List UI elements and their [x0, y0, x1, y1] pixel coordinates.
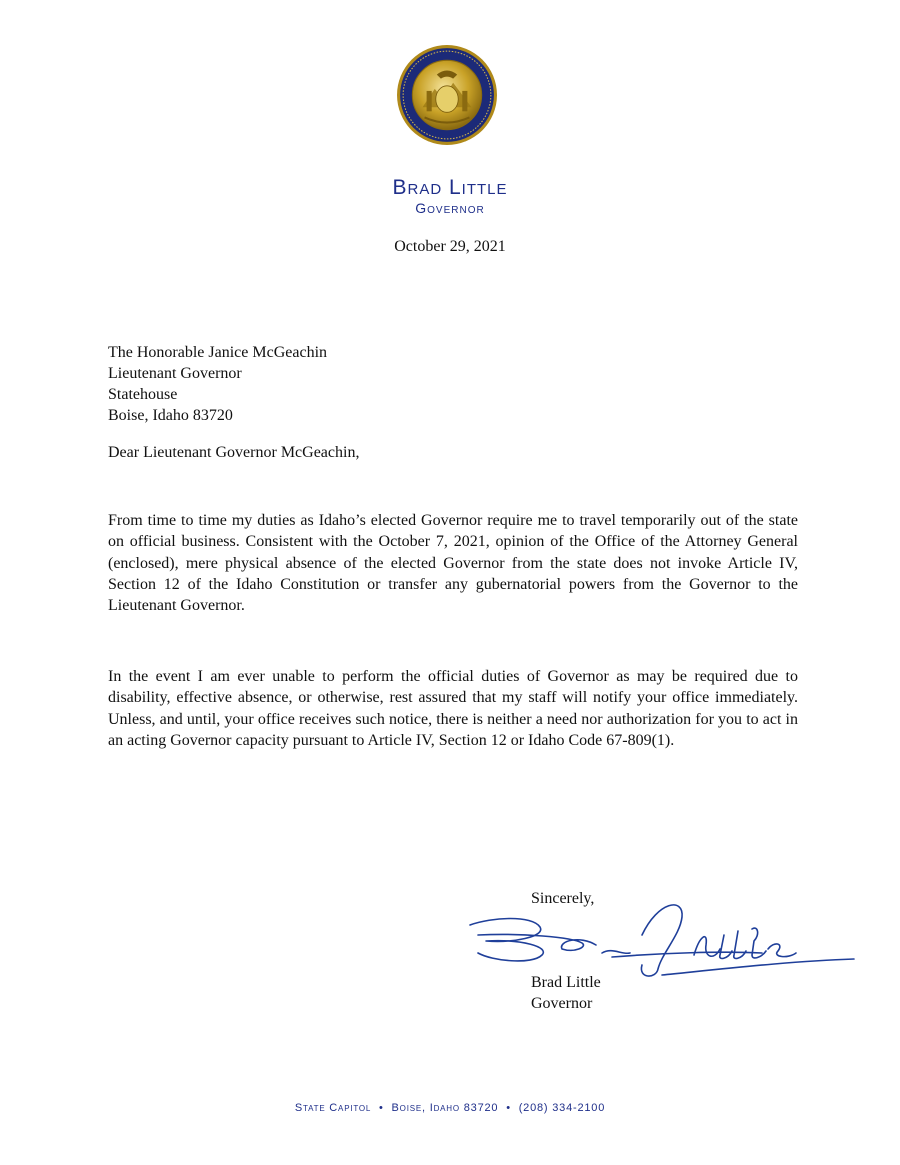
footer-address-city: Boise, Idaho 83720 [391, 1102, 499, 1114]
handwritten-signature-icon [462, 895, 862, 985]
body-paragraph: In the event I am ever unable to perform the official duties of Governor as may be required due to disability, effective absence, or otherwise, rest assured that my staff will notify your office immediately. Unless, and until, your office receives such notice, there is neither a need nor authorization for you to act in an acting Governor capacity pursuant to Article IV, Section 12 or Idaho Code 67-809(1). [108, 668, 798, 749]
salutation: Dear Lieutenant Governor McGeachin, [108, 444, 360, 461]
signer-title: Governor [531, 995, 593, 1012]
body-paragraph: From time to time my duties as Idaho’s elected Governor require me to travel temporarily out of the state on official business. Consistent with the October 7, 2021, opinion of the Office of the Attorney General (enclosed), mere physical absence of the elected Governor from the state does not invoke Article IV, Section 12 of the Idaho Constitution or transfer any gubernatorial powers from the Governor to the Lieutenant Governor. [108, 512, 798, 615]
closing: Sincerely, [531, 890, 595, 907]
letterhead-name: Brad Little [392, 176, 508, 199]
footer-separator: • [506, 1102, 511, 1114]
letterhead-title: Governor [415, 200, 485, 216]
recipient-address [108, 342, 327, 426]
letterhead-footer [0, 1102, 900, 1114]
letter-date: October 29, 2021 [394, 238, 506, 255]
address-line: Lieutenant Governor [108, 365, 242, 382]
address-line: Statehouse [108, 386, 178, 403]
footer-address-capitol: State Capitol [294, 1102, 372, 1114]
state-seal-icon [396, 44, 498, 146]
address-line: Boise, Idaho 83720 [108, 407, 233, 424]
signer-name: Brad Little [531, 974, 601, 991]
footer-phone: (208) 334-2100 [518, 1102, 606, 1114]
address-line: The Honorable Janice McGeachin [108, 344, 328, 361]
footer-separator: • [379, 1102, 384, 1114]
